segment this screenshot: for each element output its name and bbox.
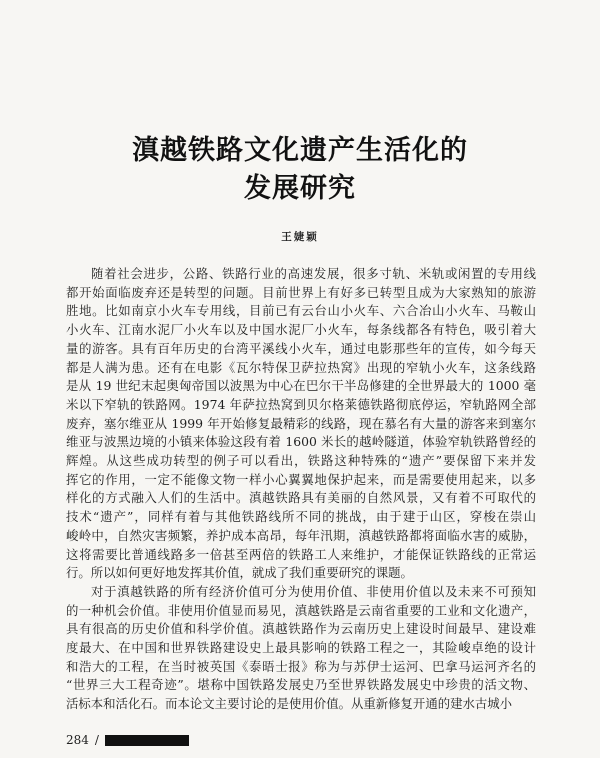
body-line: 废弃，塞尔维亚从 1999 年开始修复最精彩的线路，现在慕名有大量的游客来到塞尔 — [66, 415, 536, 431]
body-line: 小火车、江南水泥厂小火车以及中国水泥厂小火车，每条线都各有特色，吸引着大 — [66, 322, 536, 338]
body-line: “世界三大工程奇迹”。堪称中国铁路发展史乃至世界铁路发展史中珍贵的活文物、 — [66, 677, 536, 693]
body-line: 行。所以如何更好地发挥其价值，就成了我们重要研究的课题。 — [66, 565, 413, 581]
body-line: 胜地。比如南京小火车专用线，目前已有云台山小火车、六合冶山小火车、马鞍山 — [66, 303, 536, 319]
body-line: 随着社会进步，公路、铁路行业的高速发展，很多寸轨、米轨或闲置的专用线 — [91, 266, 536, 281]
page-footer — [66, 733, 189, 747]
body-line: 是从 19 世纪末起奥匈帝国以波黑为中心在巴尔干半岛修建的全世界最大的 1000 毫 — [66, 378, 536, 394]
body-line: 对于滇越铁路的所有经济价值可分为使用价值、非使用价值以及未来不可预知 — [91, 583, 536, 599]
body-line: 都是人满为患。还有在电影《瓦尔特保卫萨拉热窝》出现的窄轨小火车，这条线路 — [66, 359, 536, 375]
body-line: 维亚与波黑边境的小镇来体验这段有着 1600 米长的越岭隧道，体验窄轨铁路曾经的 — [66, 434, 536, 450]
article-title-line-2: 发展研究 — [244, 173, 356, 204]
body-line: 米以下窄轨的铁路网。1974 年萨拉热窝到贝尔格莱德铁路彻底停运，窄轨路网全部 — [66, 396, 536, 412]
redacted-journal-name — [105, 735, 189, 746]
body-line: 挥它的作用，一定不能像文物一样小心翼翼地保护起来，而是需要使用起来，以多 — [66, 471, 536, 487]
body-line: 的一种机会价值。非使用价值显而易见，滇越铁路是云南省重要的工业和文化遗产， — [66, 602, 536, 618]
body-line: 峻岭中，自然灾害频繁，养护成本高昂，每年汛期，滇越铁路都将面临水害的威胁， — [66, 527, 536, 543]
body-line: 样化的方式融入人们的生活中。滇越铁路具有美丽的自然风景，又有着不可取代的 — [66, 490, 536, 506]
body-line: 技术“遗产”，同样有着与其他铁路线所不同的挑战，由于建于山区，穿梭在崇山 — [66, 509, 536, 525]
body-line: 具有很高的历史价值和科学价值。滇越铁路作为云南历史上建设时间最早、建设难 — [66, 621, 536, 637]
body-line: 度最大、在中国和世界铁路建设史上最具影响的铁路工程之一，其险峻卓绝的设计 — [66, 640, 536, 655]
footer-separator: / — [94, 733, 99, 747]
body-line: 活标本和活化石。而本论文主要讨论的是使用价值。从重新修复开通的建水古城小 — [66, 696, 513, 712]
article-title-line-1: 滇越铁路文化遗产生活化的 — [132, 135, 468, 166]
body-line: 辉煌。从这些成功转型的例子可以看出，铁路这种特殊的“遗产”要保留下来并发 — [66, 453, 536, 468]
body-line: 这将需要比普通线路多一倍甚至两倍的铁路工人来维护，才能保证铁路线的正常运 — [66, 546, 536, 562]
body-line: 和浩大的工程，在当时被英国《泰晤士报》称为与苏伊士运河、巴拿马运河齐名的 — [66, 658, 536, 674]
body-line: 都开始面临废弃还是转型的问题。目前世界上有好多已转型且成为大家熟知的旅游 — [66, 284, 536, 300]
page-number: 284 — [66, 733, 89, 747]
author-name: 王婕颖 — [281, 231, 319, 243]
body-line: 量的游客。具有百年历史的台湾平溪线小火车，通过电影那些年的宣传，如今每天 — [66, 340, 536, 356]
